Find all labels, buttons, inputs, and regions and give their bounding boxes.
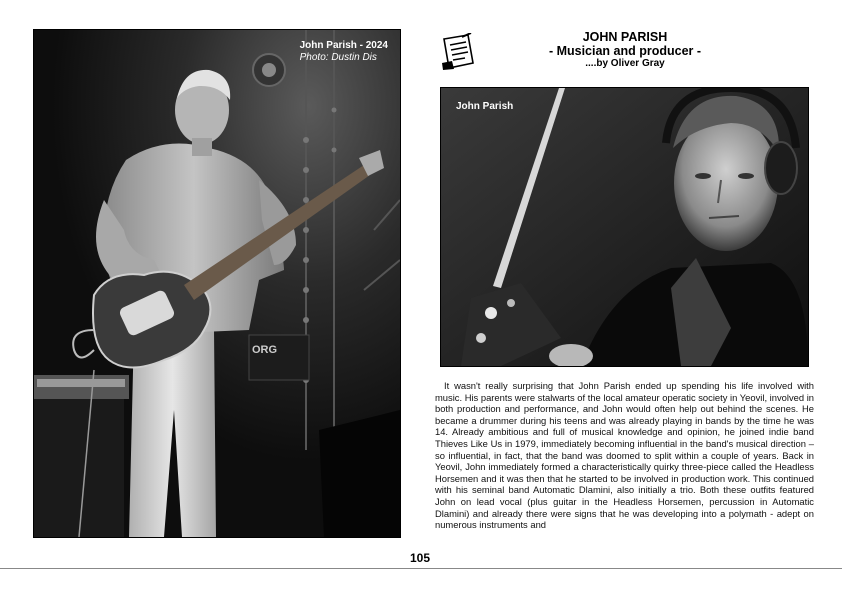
right-photo-caption: John Parish xyxy=(456,101,514,112)
photo-john-parish-2024 xyxy=(33,29,401,538)
photo-john-parish-portrait xyxy=(440,87,809,367)
article-subtitle: - Musician and producer - xyxy=(548,44,702,58)
footer-rule xyxy=(0,568,842,569)
amp-label: ORG xyxy=(252,344,278,356)
portrait-illustration xyxy=(441,88,808,366)
left-caption-name: John Parish - 2024 xyxy=(299,40,388,51)
stage-photo-illustration xyxy=(34,30,400,537)
article-title: JOHN PARISH xyxy=(582,30,668,44)
left-caption-credit: Photo: Dustin Dis xyxy=(299,52,377,63)
body-paragraph: It wasn't really surprising that John Parish ended up spending his life involved with music. His parents were stalwarts of the local amateur operatic society in Yeovil, involved in both production and performance, and John would often help out behind the scenes. He became a drummer during his teens and was already playing in bands by the time he was 14. Already ambitious and full of musical knowledge and opinion, he joined indie band Thieves Like Us in 1979, immediately becoming influential in the band's musical direction – so influential, in fact, that the band was doomed to split within a couple of years. Back in Yeovil, John immediately formed a characteristically quirky three-piece called the Headless Horsemen and it was then that he started to be involved in production work. This continued with his seminal band Automatic Dlamini, also initially a trio. Both these outfits featured John on lead vocal (plus guitar in the Headless Horsemen, percussion in Automatic Dlamini) and already there were signs that he was developing into a polymath - adept on numerous instruments and xyxy=(435,380,814,531)
article-byline: ....by Oliver Gray xyxy=(585,58,665,69)
document-icon xyxy=(440,33,476,71)
article-body xyxy=(435,380,814,531)
left-photo-caption xyxy=(300,40,388,64)
page-number: 105 xyxy=(409,551,431,565)
article-header xyxy=(500,30,750,70)
